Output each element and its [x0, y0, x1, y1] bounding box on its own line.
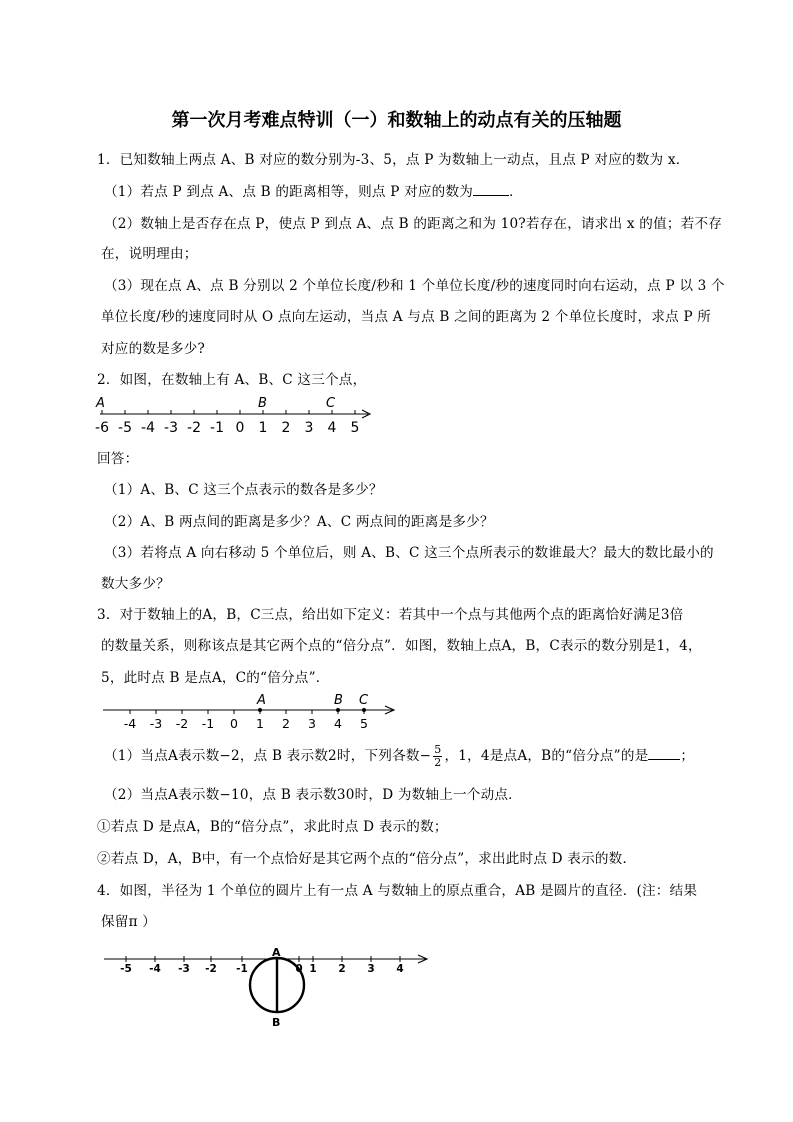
tick-label: -5	[120, 963, 132, 975]
tick-label: 0	[230, 716, 238, 731]
q3-part1-text2: ，1，4是点A，B的“倍分点”的是	[444, 748, 649, 764]
q3-sub2: ②若点 D，A，B中，有一个点恰好是其它两个点的“倍分点”，求出此时点 D 表示的数．	[97, 851, 637, 867]
tick-label: 3	[367, 963, 375, 975]
q1-stem: 1．已知数轴上两点 A、B 对应的数分别为-3、5，点 P 为数轴上一动点，且点 P 对应的数为 x．	[97, 152, 690, 168]
tick-label: -4	[149, 963, 161, 975]
tick-label: 5	[360, 716, 368, 731]
q3-part1-text: （1）当点A表示数−2，点 B 表示数2时，下列各数−	[104, 748, 432, 764]
tick-label: -1	[210, 420, 224, 436]
q1-part2-line1: （2）数轴上是否存在点 P，使点 P 到点 A、点 B 的距离之和为 10?若存在，请求出 x 的值；若不存	[104, 216, 723, 232]
answer-blank	[473, 183, 509, 196]
tick-label: 0	[235, 420, 245, 436]
fraction	[433, 744, 442, 769]
answer-blank	[648, 747, 680, 760]
tick-label: -2	[187, 420, 201, 436]
point-label-b: B	[272, 1016, 281, 1029]
q1-part1-text: （1）若点 P 到点 A、点 B 的距离相等，则点 P 对应的数为	[104, 184, 474, 200]
q2-part3-line1: （3）若将点 A 向右移动 5 个单位后，则 A、B、C 这三个点所表示的数谁最大？最大的数比最小的	[104, 545, 714, 561]
tick-label: -3	[149, 716, 163, 731]
tick-label: 0	[295, 963, 303, 975]
point-label-c: C	[326, 396, 336, 411]
q1-part1	[104, 180, 523, 200]
point-b-dot	[336, 708, 340, 712]
tick-label: 1	[256, 716, 264, 731]
tick-label: -6	[95, 420, 109, 436]
tick-label: 4	[327, 420, 337, 436]
tick-label: 2	[338, 963, 346, 975]
tick-label: 4	[396, 963, 404, 975]
tick-label: 5	[350, 420, 360, 436]
tick-label: -1	[201, 716, 215, 731]
q3-number-line	[95, 690, 405, 734]
q2-part2: （2）A、B 两点间的距离是多少？A、C 两点间的距离是多少？	[104, 514, 494, 530]
fraction-numerator: 5	[434, 743, 442, 756]
q2-part3-line2: 数大多少？	[101, 576, 170, 592]
q1-part3-line3: 对应的数是多少?	[101, 341, 206, 357]
tick-label: 1	[258, 420, 268, 436]
point-a-dot	[258, 708, 262, 712]
q2-part1: （1）A、B、C 这三个点表示的数各是多少？	[104, 482, 383, 498]
point-label-a: A	[272, 946, 281, 959]
page-title: 第一次月考难点特训（一）和数轴上的动点有关的压轴题	[171, 110, 622, 131]
point-label-c: C	[359, 693, 369, 708]
tick-label: -5	[118, 420, 132, 436]
q3-line3: 5，此时点 B 是点A，C的“倍分点”．	[101, 670, 330, 686]
tick-label: -2	[205, 963, 217, 975]
q1-part3-line2: 单位长度/秒的速度同时从 O 点向左运动，当点 A 与点 B 之间的距离为 2 个单位长度时，求点 P 所	[101, 309, 712, 325]
q3-line1: 3．对于数轴上的A，B，C三点，给出如下定义：若其中一个点与其他两个点的距离恰好满足3倍	[97, 607, 684, 623]
point-label-a: A	[96, 396, 105, 411]
q1-part1-end: ．	[509, 184, 523, 200]
q1-part2-line2: 在，说明理由；	[101, 246, 198, 262]
tick-label: -3	[178, 963, 190, 975]
fraction-denominator: 2	[434, 756, 442, 769]
q2-answer-label: 回答：	[97, 451, 139, 467]
tick-label: -3	[164, 420, 178, 436]
point-label-b: B	[258, 396, 267, 411]
q4-circle-figure	[100, 944, 435, 1034]
tick-label: 3	[308, 716, 316, 731]
q4-line2: 保留π ）	[101, 914, 157, 930]
tick-label: 3	[304, 420, 314, 436]
tick-label: -1	[236, 963, 248, 975]
q3-part1-end: ；	[680, 748, 695, 764]
q2-number-line	[90, 392, 380, 440]
tick-label: 1	[309, 963, 317, 975]
point-label-b: B	[334, 693, 343, 708]
point-label-a: A	[257, 693, 266, 708]
q3-part1	[104, 744, 694, 769]
q4-line1: 4．如图，半径为 1 个单位的圆片上有一点 A 与数轴上的原点重合，AB 是圆片的直径．(注：结果	[97, 883, 698, 899]
q2-stem: 2．如图，在数轴上有 A、B、C 这三个点，	[97, 372, 367, 388]
point-c-dot	[362, 708, 366, 712]
tick-label: 2	[281, 420, 291, 436]
tick-label: 4	[334, 716, 342, 731]
q3-line2: 的数量关系，则称该点是其它两个点的“倍分点”．如图，数轴上点A，B，C表示的数分别是1，4，	[101, 638, 702, 654]
tick-label: -4	[123, 716, 137, 731]
tick-label: -4	[141, 420, 155, 436]
q3-sub1: ①若点 D 是点A，B的“倍分点”，求此时点 D 表示的数；	[97, 819, 448, 835]
q3-part2: （2）当点A表示数−10，点 B 表示数30时，D 为数轴上一个动点．	[104, 787, 522, 803]
tick-label: -2	[175, 716, 189, 731]
tick-label: 2	[282, 716, 290, 731]
q1-part3-line1: （3）现在点 A、点 B 分别以 2 个单位长度/秒和 1 个单位长度/秒的速度同时向右运动，点 P 以 3 个	[104, 278, 725, 294]
